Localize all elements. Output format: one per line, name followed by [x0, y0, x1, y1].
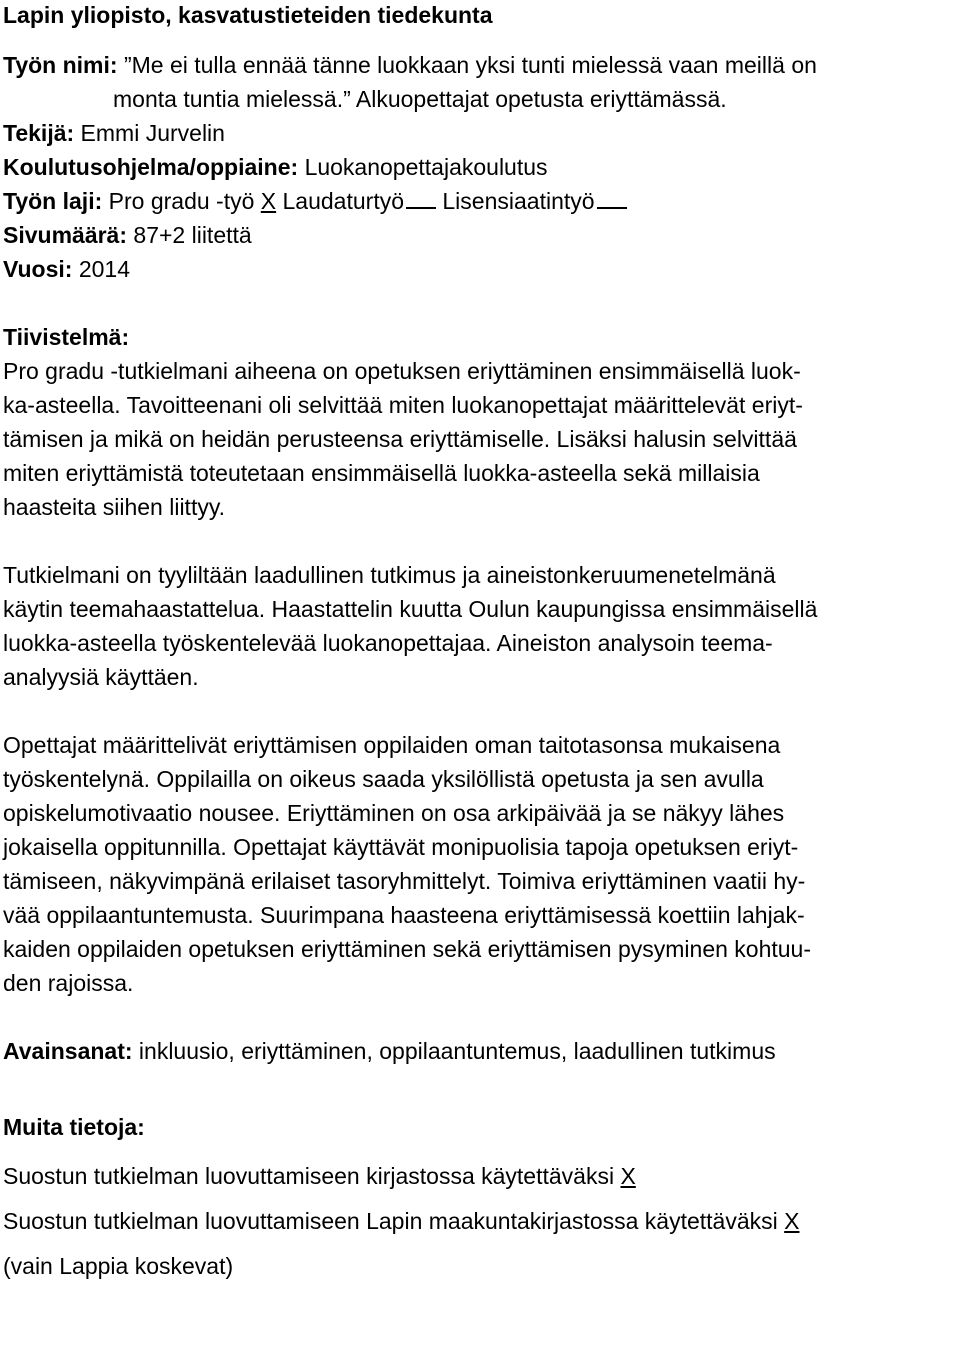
- program-label: Koulutusohjelma/oppiaine:: [3, 154, 299, 180]
- text-line: haasteita siihen liittyy.: [3, 494, 226, 520]
- program-value: Luokanopettajakoulutus: [304, 154, 548, 180]
- keywords-row: [3, 1034, 957, 1068]
- text-line: ka-asteella. Tavoitteenani oli selvittää miten luokanopettajat määrittelevät eriyt-: [3, 392, 803, 418]
- year-value: 2014: [78, 256, 130, 282]
- university-heading: Lapin yliopisto, kasvatustieteiden tiedekunta: [3, 2, 493, 28]
- consent-note: (vain Lappia koskevat): [3, 1253, 234, 1279]
- text-line: käytin teemahaastattelua. Haastattelin kuutta Oulun kaupungissa ensimmäisellä: [3, 596, 818, 622]
- text-line: Opettajat määrittelivät eriyttämisen oppilaiden oman taitotasonsa mukaisena: [3, 732, 781, 758]
- pages-label: Sivumäärä:: [3, 222, 128, 248]
- text-line: Pro gradu -tutkielmani aiheena on opetuksen eriyttäminen ensimmäisellä luok-: [3, 358, 801, 384]
- work-title-label: Työn nimi:: [3, 52, 118, 78]
- author-row: [3, 116, 957, 150]
- work-type-licentiate-blank: [597, 207, 627, 209]
- text-line: luokka-asteella työskentelevää luokanopettajaa. Aineiston analysoin teema-: [3, 630, 773, 656]
- consent-library-row: [3, 1159, 957, 1193]
- program-row: [3, 150, 957, 184]
- author-name: Emmi Jurvelin: [80, 120, 225, 146]
- work-type-laudatur-blank: [406, 207, 436, 209]
- work-type-option-licentiate: Lisensiaatintyö: [442, 188, 595, 214]
- consent-regional-library-mark: X: [784, 1208, 800, 1234]
- text-line: analyysiä käyttäen.: [3, 664, 199, 690]
- abstract-page: [3, 0, 957, 1283]
- work-type-option-laudatur: Laudaturtyö: [282, 188, 404, 214]
- keywords-value: inkluusio, eriyttäminen, oppilaantuntemus, laadullinen tutkimus: [138, 1038, 776, 1064]
- pages-value: 87+2 liitettä: [133, 222, 252, 248]
- consent-regional-library-row: [3, 1204, 957, 1238]
- work-title-line1: ”Me ei tulla ennää tänne luokkaan yksi tunti mielessä vaan meillä on: [123, 52, 817, 78]
- work-title-line2: monta tuntia mielessä.” Alkuopettajat opetusta eriyttämässä.: [113, 86, 727, 112]
- work-type-label: Työn laji:: [3, 188, 103, 214]
- text-line: tämiseen, näkyvimpänä erilaiset tasoryhmittelyt. Toimiva eriyttäminen vaatii hy-: [3, 868, 806, 894]
- other-info-heading: Muita tietoja:: [3, 1114, 145, 1140]
- text-line: den rajoissa.: [3, 970, 134, 996]
- text-line: opiskelumotivaatio nousee. Eriyttäminen on osa arkipäivää ja se näkyy lähes: [3, 800, 785, 826]
- pages-row: [3, 218, 957, 252]
- year-label: Vuosi:: [3, 256, 73, 282]
- text-line: miten eriyttämistä toteutetaan ensimmäisellä luokka-asteella sekä millaisia: [3, 460, 760, 486]
- text-line: Tutkielmani on tyyliltään laadullinen tutkimus ja aineistonkeruumenetelmänä: [3, 562, 776, 588]
- keywords-label: Avainsanat:: [3, 1038, 133, 1064]
- work-type-masters-mark: X: [260, 188, 277, 214]
- work-type-row: [3, 184, 957, 218]
- abstract-heading: Tiivistelmä:: [3, 324, 130, 350]
- work-title-row: [3, 48, 957, 82]
- author-label: Tekijä:: [3, 120, 75, 146]
- work-type-option-masters: Pro gradu -työ: [108, 188, 255, 214]
- text-line: jokaisella oppitunnilla. Opettajat käyttävät monipuolisia tapoja opetuksen eriyt-: [3, 834, 799, 860]
- consent-regional-library-text: Suostun tutkielman luovuttamiseen Lapin maakuntakirjastossa käytettäväksi: [3, 1208, 778, 1234]
- consent-library-text: Suostun tutkielman luovuttamiseen kirjastossa käytettäväksi: [3, 1163, 615, 1189]
- year-row: [3, 252, 957, 286]
- text-line: vää oppilaantuntemusta. Suurimpana haasteena eriyttämisessä koettiin lahjak-: [3, 902, 805, 928]
- consent-library-mark: X: [620, 1163, 636, 1189]
- text-line: tämisen ja mikä on heidän perusteensa eriyttämiselle. Lisäksi halusin selvittää: [3, 426, 797, 452]
- abstract-paragraph-1: [3, 354, 957, 524]
- abstract-paragraph-3: [3, 728, 957, 1000]
- text-line: kaiden oppilaiden opetuksen eriyttäminen sekä eriyttämisen pysyminen kohtuu-: [3, 936, 812, 962]
- abstract-paragraph-2: [3, 558, 957, 694]
- text-line: työskentelynä. Oppilailla on oikeus saada yksilöllistä opetusta ja sen avulla: [3, 766, 764, 792]
